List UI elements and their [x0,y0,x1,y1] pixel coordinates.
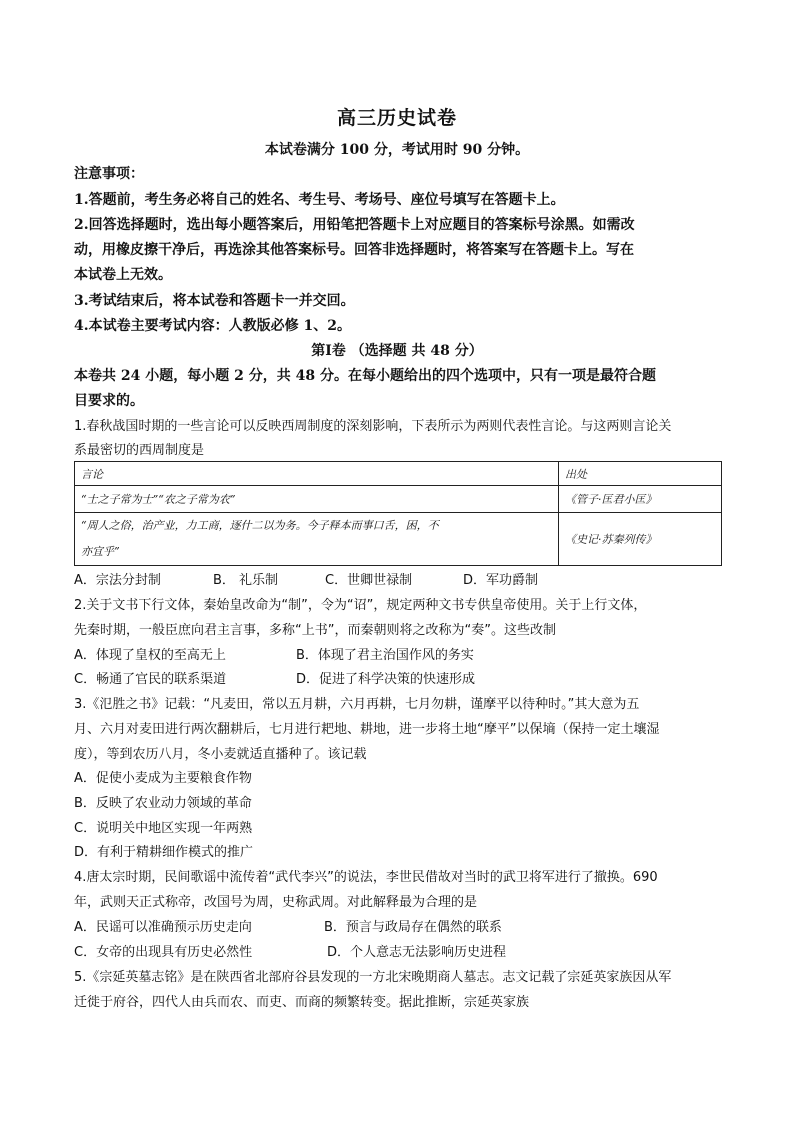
q2-option-a: A．体现了皇权的至高无上 [74,648,226,663]
q3-option-a: A．促使小麦成为主要粮食作物 [74,771,252,786]
q2-option-b: B．体现了君主治国作风的务实 [296,648,474,663]
q4-option-b: B．预言与政局存在偶然的联系 [324,920,502,935]
notice-item: 3.考试结束后，将本试卷和答题卡一并交回。 [74,293,355,309]
q3-stem: 3.《氾胜之书》记载：“凡麦田，常以五月耕，六月再耕，七月勿耕，谨摩平以待种时。”其大意为五 [74,697,640,712]
table-header-row [75,462,722,486]
quote-line: “周人之俗，治产业，力工商，逐什二以为务。今子释本而事口舌，困，不 [81,519,439,532]
q4-stem: 年，武则天正式称帝，改国号为周，史称武周。对此解释最为合理的是 [74,895,478,910]
q1-option-b: B． 礼乐制 [213,573,279,588]
q5-stem: 迁徙于府谷，四代人由兵而农、而吏、而商的频繁转变。据此推断，宗延英家族 [74,995,530,1010]
q1-stem: 1.春秋战国时期的一些言论可以反映西周制度的深刻影响，下表所示为两则代表性言论。与这两则言论关 [74,419,672,434]
table-row [75,513,722,566]
q3-stem: 月、六月对麦田进行两次翻耕后，七月进行耙地、耕地，进一步将土地“摩平”以保墒（保持一定土壤湿 [74,722,660,737]
q1-option-c: C．世卿世禄制 [325,573,413,588]
q5-stem: 5.《宗延英墓志铭》是在陕西省北部府谷县发现的一方北宋晚期商人墓志。志文记载了宗延英家族因从军 [74,970,672,985]
table-cell-quote: “士之子常为士”“农之子常为农” [75,486,559,513]
notice-item: 1.答题前，考生务必将自己的姓名、考生号、考场号、座位号填写在答题卡上。 [74,192,565,208]
section-intro: 本卷共 24 小题，每小题 2 分，共 48 分。在每小题给出的四个选项中，只有一项是最符合题 [74,368,656,384]
q3-option-c: C．说明关中地区实现一年两熟 [74,821,253,836]
q4-option-a: A．民谣可以准确预示历史走向 [74,920,252,935]
q1-option-d: D．军功爵制 [463,573,539,588]
q1-stem: 系最密切的西周制度是 [74,443,205,458]
table-header-source: 出处 [559,462,722,486]
exam-title: 高三历史试卷 [336,107,457,129]
q4-option-d: D．个人意志无法影响历史进程 [327,945,507,960]
q4-option-c: C．女帝的出现具有历史必然性 [74,945,253,960]
notice-item: 2.回答选择题时，选出每小题答案后，用铅笔把答题卡上对应题目的答案标号涂黑。如需改 [74,217,635,233]
table-cell-source: 《管子·匡君小匡》 [559,486,722,513]
q2-option-c: C．畅通了官民的联系渠道 [74,672,227,687]
q4-stem: 4.唐太宗时期，民间歌谣中流传着“武代李兴”的说法，李世民借故对当时的武卫将军进行了撤换。690 [74,870,658,885]
notice-item: 4.本试卷主要考试内容：人教版必修 1、2。 [74,318,351,334]
q1-quote-table [74,461,722,566]
quote-line: 亦宜乎” [81,545,120,558]
table-row [75,486,722,513]
exam-subtitle: 本试卷满分 100 分，考试用时 90 分钟。 [264,142,530,158]
q2-stem: 先秦时期，一般臣庶向君主言事，多称“上书”，而秦朝则将之改称为“奏”。这些改制 [74,623,556,638]
notice-item: 动，用橡皮擦干净后，再选涂其他答案标号。回答非选择题时，将答案写在答题卡上。写在 [74,242,634,258]
section-intro: 目要求的。 [74,393,144,409]
q3-option-d: D．有利于精耕细作模式的推广 [74,845,254,860]
notice-heading: 注意事项： [74,166,144,182]
section-heading: 第Ⅰ卷 （选择题 共 48 分） [311,343,483,359]
q1-option-a: A．宗法分封制 [74,573,161,588]
table-cell-source: 《史记·苏秦列传》 [559,513,722,566]
notice-item: 本试卷上无效。 [74,267,172,283]
q2-option-d: D．促进了科学决策的快速形成 [296,672,476,687]
table-cell-quote [75,513,559,566]
q3-stem: 度），等到农历八月，冬小麦就适直播种了。该记载 [74,747,367,762]
q2-stem: 2.关于文书下行文体，秦始皇改命为“制”，令为“诏”，规定两种文书专供皇帝使用。关于上行文体， [74,598,647,613]
q3-option-b: B．反映了农业动力领域的革命 [74,796,252,811]
table-header-quote: 言论 [75,462,559,486]
